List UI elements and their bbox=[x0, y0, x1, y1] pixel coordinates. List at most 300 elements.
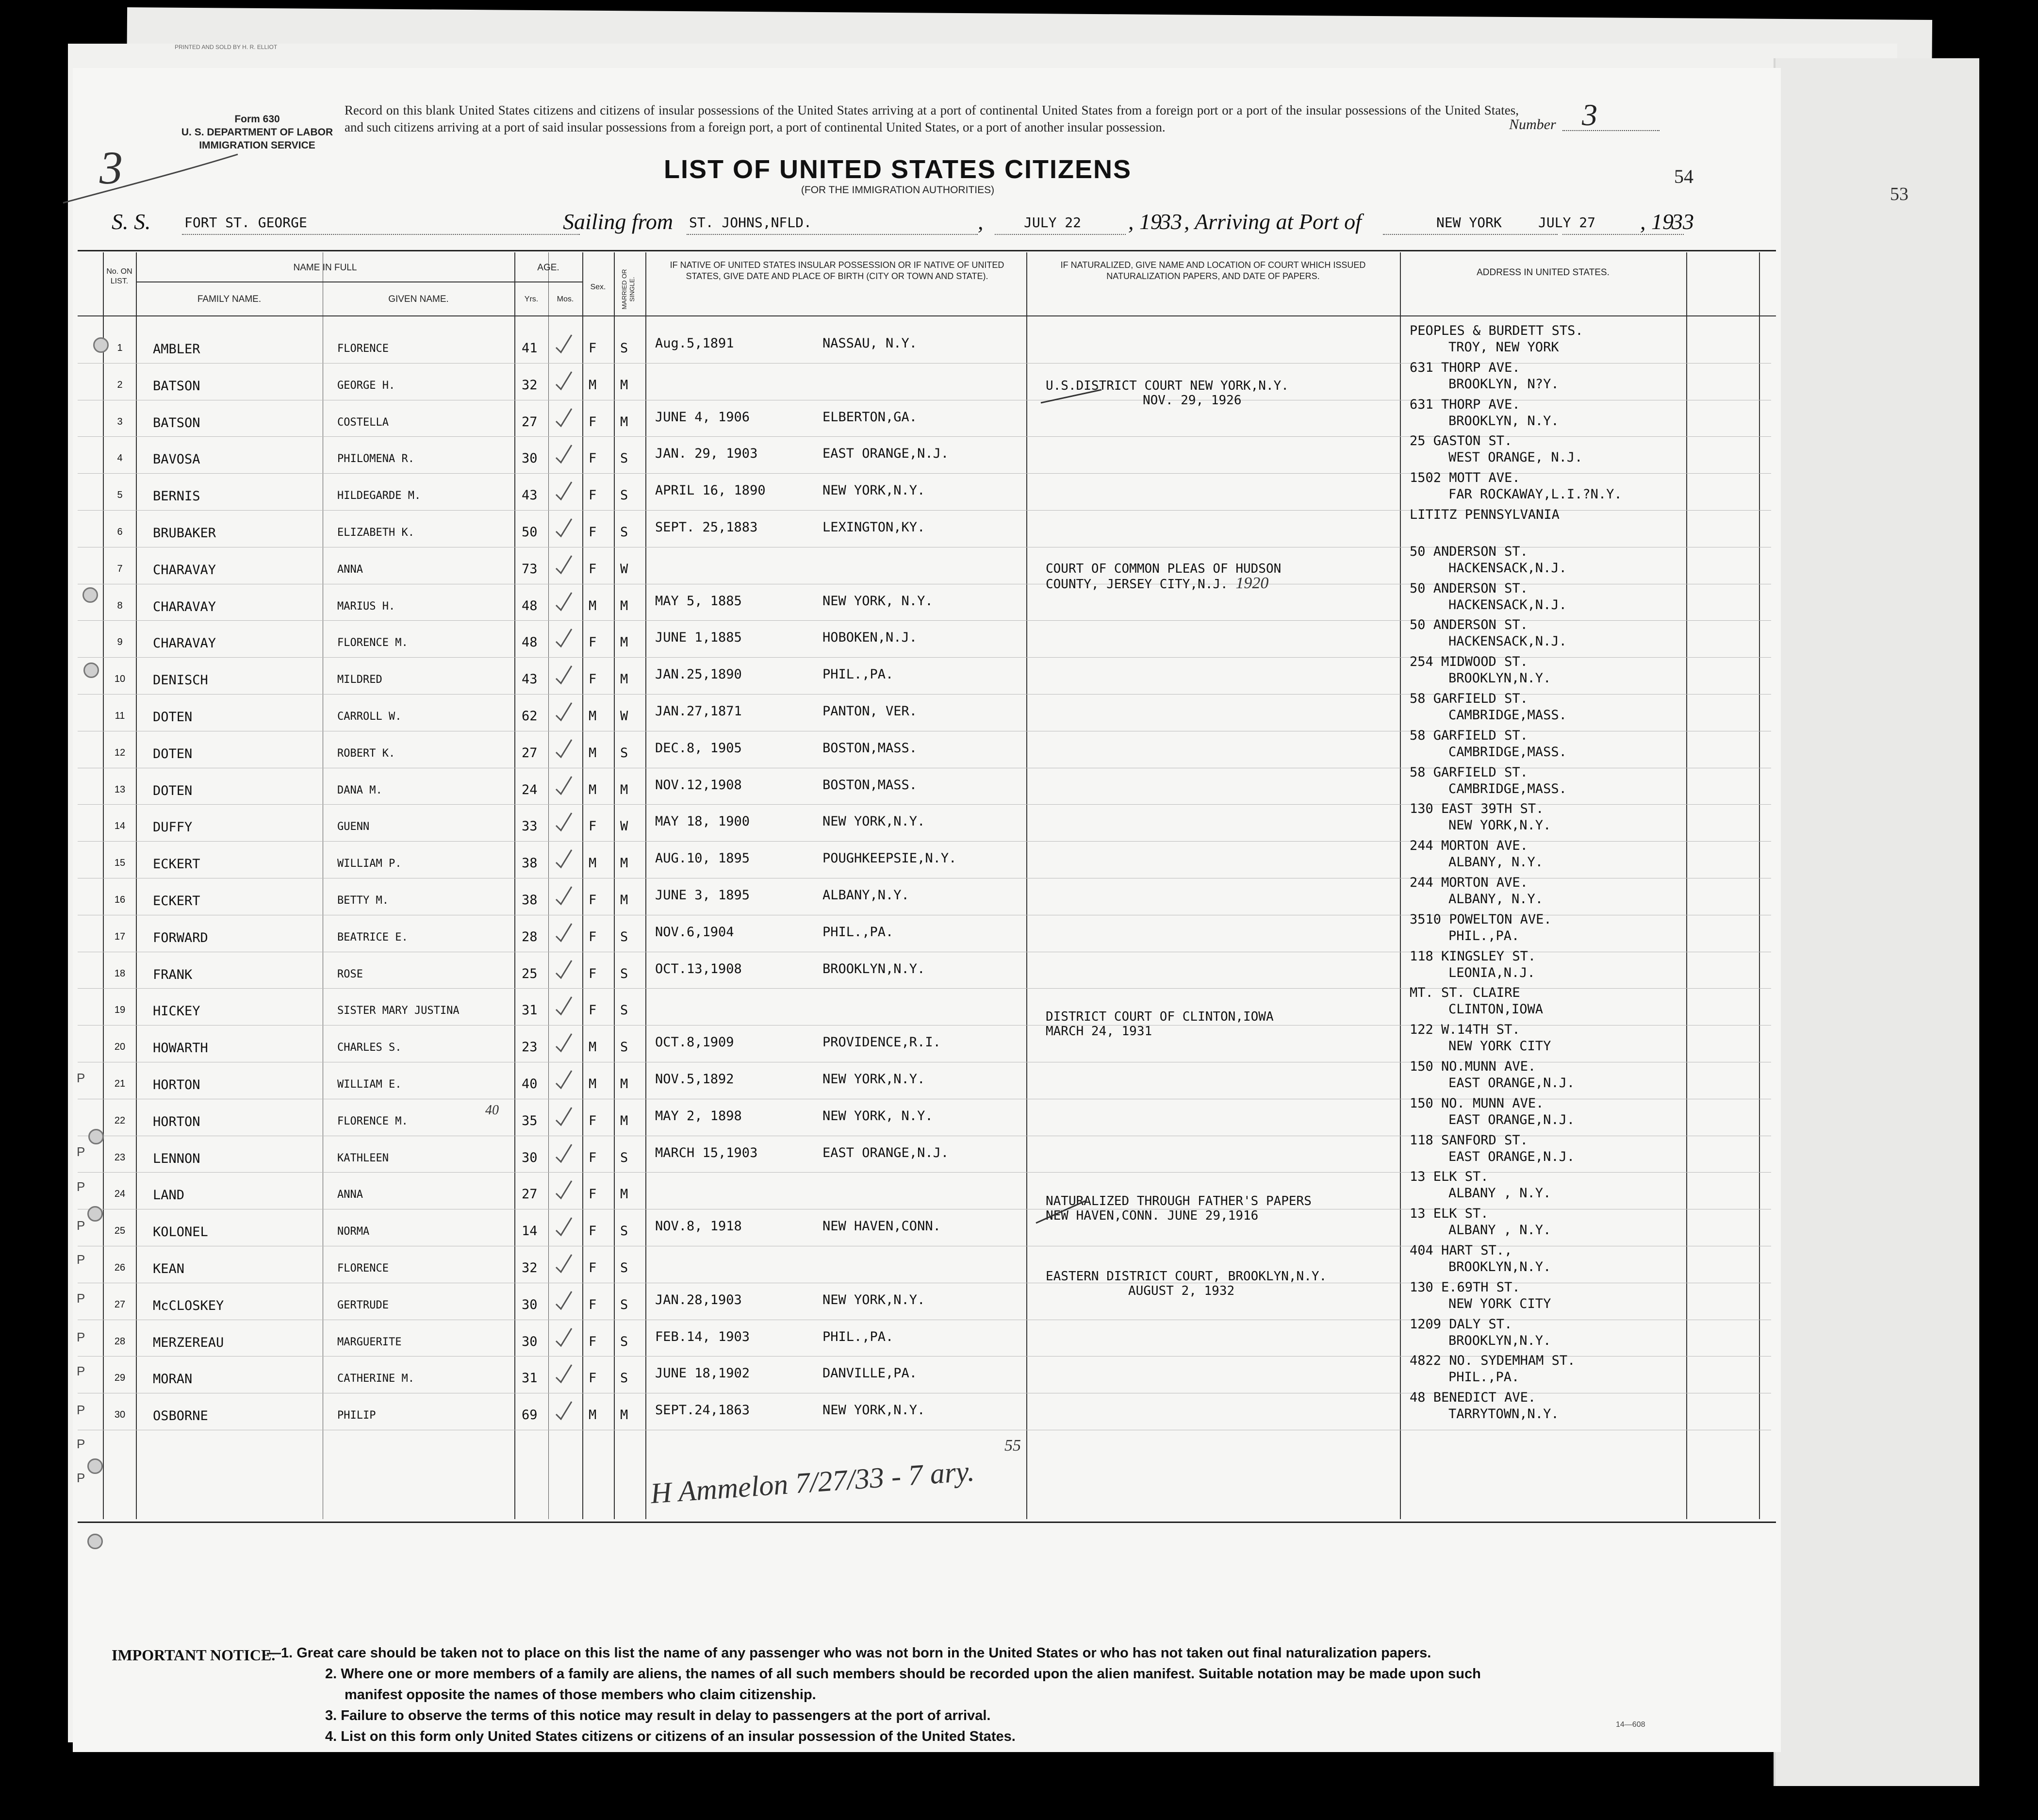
birth-place: PROVIDENCE,R.I. bbox=[822, 1035, 941, 1050]
birth-date: Aug.5,1891 bbox=[655, 336, 734, 351]
check-mark-icon bbox=[554, 738, 574, 759]
address-line2: HACKENSACK,N.J. bbox=[1448, 597, 1567, 612]
birth-date: MAY 5, 1885 bbox=[655, 593, 742, 609]
birth-place: NEW YORK,N.Y. bbox=[822, 1072, 925, 1087]
address-line2: EAST ORANGE,N.J. bbox=[1448, 1149, 1575, 1164]
row-number: 27 bbox=[114, 1299, 126, 1310]
handwritten-55: 55 bbox=[1004, 1437, 1021, 1455]
marital-status: S bbox=[620, 1297, 628, 1312]
notice-item-2b: manifest opposite the names of those members who claim citizenship. bbox=[345, 1687, 816, 1703]
row-number: 26 bbox=[114, 1262, 126, 1273]
address-line1: 4822 NO. SYDEMHAM ST. bbox=[1410, 1353, 1576, 1369]
birth-place: NEW YORK,N.Y. bbox=[822, 1292, 925, 1307]
marital-status: M bbox=[620, 377, 628, 393]
given-name: GEORGE H. bbox=[337, 379, 395, 392]
marital-status: S bbox=[620, 929, 628, 944]
given-name: FLORENCE bbox=[337, 1262, 389, 1274]
marital-status: S bbox=[620, 451, 628, 466]
address-line1: 58 GARFIELD ST. bbox=[1410, 691, 1528, 706]
row-rule bbox=[78, 1172, 1771, 1173]
check-mark-icon bbox=[554, 1253, 574, 1274]
address-line2: CAMBRIDGE,MASS. bbox=[1448, 744, 1567, 760]
header-age: AGE. bbox=[537, 263, 559, 273]
marital-status: M bbox=[620, 1113, 628, 1128]
birth-place: LEXINGTON,KY. bbox=[822, 520, 925, 535]
row-number: 17 bbox=[114, 931, 126, 942]
given-name: CATHERINE M. bbox=[337, 1373, 414, 1385]
ss-label: S. S. bbox=[112, 209, 151, 234]
age-years: 40 bbox=[522, 1076, 538, 1092]
row-number: 28 bbox=[114, 1336, 126, 1347]
birth-place: PHIL.,PA. bbox=[822, 924, 894, 940]
birth-date: APRIL 16, 1890 bbox=[655, 483, 766, 498]
sex: F bbox=[589, 1260, 597, 1275]
sex: F bbox=[589, 966, 597, 981]
given-name: COSTELLA bbox=[337, 416, 389, 429]
form-service: IMMIGRATION SERVICE bbox=[199, 140, 315, 151]
sex: F bbox=[589, 488, 597, 503]
marital-status: M bbox=[620, 635, 628, 650]
sex: F bbox=[589, 1371, 597, 1386]
row-number: 24 bbox=[114, 1189, 126, 1200]
address-line2: CAMBRIDGE,MASS. bbox=[1448, 781, 1567, 796]
marital-status: S bbox=[620, 1003, 628, 1018]
given-name: GUENN bbox=[337, 821, 370, 833]
birth-date: MAY 2, 1898 bbox=[655, 1108, 742, 1124]
sex: F bbox=[589, 561, 597, 577]
row21-mark: 40 bbox=[485, 1103, 499, 1118]
punch-hole bbox=[87, 1206, 103, 1222]
marital-status: S bbox=[620, 966, 628, 981]
check-mark-icon bbox=[554, 995, 574, 1016]
birth-date: JAN.25,1890 bbox=[655, 667, 742, 682]
check-mark-icon bbox=[554, 959, 574, 980]
marital-status: M bbox=[620, 1407, 628, 1423]
address-line2: NEW YORK,N.Y. bbox=[1448, 818, 1551, 833]
margin-letter: P bbox=[77, 1437, 85, 1451]
check-mark-icon bbox=[554, 701, 574, 722]
age-years: 28 bbox=[522, 929, 538, 944]
row-number: 4 bbox=[117, 453, 123, 464]
age-years: 43 bbox=[522, 672, 538, 687]
address-line1: 130 EAST 39TH ST. bbox=[1410, 801, 1544, 817]
sex: F bbox=[589, 414, 597, 430]
arrive-date: JULY 27 bbox=[1538, 215, 1596, 231]
birth-date: OCT.8,1909 bbox=[655, 1035, 734, 1050]
check-mark-icon bbox=[554, 922, 574, 943]
arrival-port: NEW YORK bbox=[1436, 215, 1502, 231]
family-name: ECKERT bbox=[153, 857, 200, 872]
given-name: WILLIAM E. bbox=[337, 1078, 402, 1091]
age-years: 30 bbox=[522, 1334, 538, 1349]
marital-status: M bbox=[620, 856, 628, 871]
header-sex: Sex. bbox=[590, 283, 606, 291]
sex: F bbox=[589, 341, 597, 356]
address-line2: CAMBRIDGE,MASS. bbox=[1448, 708, 1567, 723]
family-name: LAND bbox=[153, 1188, 185, 1203]
arrive-year-prefix: , 19 bbox=[1640, 209, 1674, 234]
age-years: 25 bbox=[522, 966, 538, 981]
marital-status: M bbox=[620, 1076, 628, 1092]
page-number: 54 bbox=[1674, 165, 1693, 187]
address-line1: 631 THORP AVE. bbox=[1410, 397, 1520, 412]
address-line1: 244 MORTON AVE. bbox=[1410, 875, 1528, 890]
check-mark-icon bbox=[554, 775, 574, 796]
given-name: PHILIP bbox=[337, 1409, 376, 1422]
row-number: 12 bbox=[114, 747, 126, 758]
address-line2: BROOKLYN, N?Y. bbox=[1448, 376, 1559, 392]
court-5-line1: EASTERN DISTRICT COURT, BROOKLYN,N.Y. bbox=[1046, 1269, 1327, 1284]
court-3-line1: DISTRICT COURT OF CLINTON,IOWA bbox=[1046, 1009, 1274, 1024]
marital-status: S bbox=[620, 1224, 628, 1239]
margin-letter: P bbox=[77, 1471, 85, 1485]
row-number: 19 bbox=[114, 1005, 126, 1016]
court-1-line2: NOV. 29, 1926 bbox=[1143, 393, 1242, 408]
sex: F bbox=[589, 929, 597, 944]
given-name: HILDEGARDE M. bbox=[337, 490, 421, 502]
birth-date: AUG.10, 1895 bbox=[655, 851, 750, 866]
age-years: 30 bbox=[522, 451, 538, 466]
age-years: 14 bbox=[522, 1224, 538, 1239]
address-line1: 404 HART ST., bbox=[1410, 1243, 1512, 1258]
given-name: ANNA bbox=[337, 1189, 363, 1201]
row-number: 5 bbox=[117, 490, 123, 501]
check-mark-icon bbox=[554, 407, 574, 428]
birth-place: BOSTON,MASS. bbox=[822, 777, 918, 793]
margin-letter: P bbox=[77, 1179, 85, 1194]
check-mark-icon bbox=[554, 848, 574, 869]
marital-status: M bbox=[620, 598, 628, 613]
family-name: HORTON bbox=[153, 1077, 200, 1092]
header-name-in-full: NAME IN FULL bbox=[293, 263, 357, 273]
check-mark-icon bbox=[554, 480, 574, 501]
marital-status: S bbox=[620, 488, 628, 503]
age-years: 23 bbox=[522, 1040, 538, 1055]
row-number: 14 bbox=[114, 821, 126, 832]
address-line1: 118 SANFORD ST. bbox=[1410, 1132, 1528, 1148]
age-years: 33 bbox=[522, 819, 538, 834]
age-years: 27 bbox=[522, 414, 538, 430]
birth-place: EAST ORANGE,N.J. bbox=[822, 1145, 949, 1160]
check-mark-icon bbox=[554, 1142, 574, 1164]
family-name: CHARAVAY bbox=[153, 636, 216, 651]
address-line1: 1502 MOTT AVE. bbox=[1410, 470, 1520, 486]
row-number: 1 bbox=[117, 343, 123, 353]
handwritten-number: 3 bbox=[99, 142, 123, 194]
punch-hole bbox=[93, 337, 109, 353]
address-line2: NEW YORK CITY bbox=[1448, 1039, 1551, 1054]
header-birth: IF NATIVE OF UNITED STATES INSULAR POSSESSION OR IF NATIVE OF UNITED STATES, GIVE DATE AND PLACE OF BIRTH (CITY OR TOWN AND STATE). bbox=[670, 260, 1004, 281]
address-line2: EAST ORANGE,N.J. bbox=[1448, 1112, 1575, 1127]
sex: F bbox=[589, 1003, 597, 1018]
address-line2: BROOKLYN,N.Y. bbox=[1448, 1259, 1551, 1274]
given-name: NORMA bbox=[337, 1225, 370, 1238]
address-line1: 150 NO.MUNN AVE. bbox=[1410, 1059, 1536, 1074]
address-line1: 130 E.69TH ST. bbox=[1410, 1279, 1520, 1295]
ship-name: FORT ST. GEORGE bbox=[184, 215, 307, 231]
form-header bbox=[146, 113, 369, 152]
row-number: 25 bbox=[114, 1225, 126, 1237]
sex: M bbox=[589, 709, 597, 724]
given-name: KATHLEEN bbox=[337, 1152, 389, 1164]
check-mark-icon bbox=[554, 1216, 574, 1237]
notice-item-4: 4. List on this form only United States citizens or citizens of an insular possession of the United States. bbox=[325, 1729, 1016, 1744]
number-label: Number bbox=[1509, 116, 1556, 132]
sailing-label: Sailing from bbox=[563, 209, 674, 234]
birth-date: JAN. 29, 1903 bbox=[655, 446, 758, 462]
family-name: FRANK bbox=[153, 967, 193, 982]
depart-year-prefix: , 19 bbox=[1128, 209, 1162, 234]
age-years: 48 bbox=[522, 598, 538, 613]
birth-place: ALBANY,N.Y. bbox=[822, 888, 909, 903]
inspector-signature: H Ammelon 7/27/33 - 7 ary. bbox=[649, 1455, 976, 1510]
age-years: 38 bbox=[522, 893, 538, 908]
given-name: MARGUERITE bbox=[337, 1336, 402, 1348]
address-line1: 58 GARFIELD ST. bbox=[1410, 764, 1528, 780]
address-line1: 50 ANDERSON ST. bbox=[1410, 544, 1528, 559]
given-name: MARIUS H. bbox=[337, 600, 395, 612]
row-number: 11 bbox=[115, 711, 125, 721]
age-years: 50 bbox=[522, 525, 538, 540]
court-5-line2: AUGUST 2, 1932 bbox=[1128, 1284, 1235, 1298]
sex: M bbox=[589, 1040, 597, 1055]
address-line2: HACKENSACK,N.J. bbox=[1448, 634, 1567, 649]
row-number: 20 bbox=[114, 1042, 126, 1053]
address-line1: 1209 DALY ST. bbox=[1410, 1316, 1512, 1332]
margin-letter: P bbox=[77, 1364, 85, 1378]
address-line2: ALBANY , N.Y. bbox=[1448, 1186, 1551, 1201]
depart-year: 33 bbox=[1160, 209, 1182, 234]
family-name: BRUBAKER bbox=[153, 526, 216, 541]
address-line2: LEONIA,N.J. bbox=[1448, 965, 1535, 980]
check-mark-icon bbox=[554, 885, 574, 906]
adjacent-page bbox=[1774, 58, 1979, 1786]
court-4-line2: NEW HAVEN,CONN. JUNE 29,1916 bbox=[1046, 1208, 1259, 1223]
age-years: 41 bbox=[522, 341, 538, 356]
marital-status: W bbox=[620, 561, 628, 577]
address-line2: HACKENSACK,N.J. bbox=[1448, 560, 1567, 576]
age-years: 27 bbox=[522, 745, 538, 761]
sex: F bbox=[589, 1187, 597, 1202]
address-line1: 118 KINGSLEY ST. bbox=[1410, 948, 1536, 964]
address-line1: 122 W.14TH ST. bbox=[1410, 1022, 1520, 1038]
check-mark-icon bbox=[554, 554, 574, 575]
check-mark-icon bbox=[554, 370, 574, 391]
marital-status: W bbox=[620, 709, 628, 724]
check-mark-icon bbox=[554, 1069, 574, 1090]
family-name: DUFFY bbox=[153, 820, 193, 835]
given-name: FLORENCE M. bbox=[337, 1115, 408, 1127]
address-line2: TROY, NEW YORK bbox=[1448, 340, 1559, 355]
notice-item-2: 2. Where one or more members of a family are aliens, the names of all such members should be recorded upon the alien manifest. Suitable notation may be made upon such bbox=[325, 1666, 1481, 1682]
given-name: CARROLL W. bbox=[337, 711, 402, 723]
check-mark-icon bbox=[554, 1179, 574, 1200]
marital-status: S bbox=[620, 1260, 628, 1275]
punch-hole bbox=[88, 1129, 104, 1144]
birth-place: ELBERTON,GA. bbox=[822, 409, 918, 425]
address-line1: 50 ANDERSON ST. bbox=[1410, 617, 1528, 633]
check-mark-icon bbox=[554, 811, 574, 832]
age-years: 31 bbox=[522, 1003, 538, 1018]
header-yrs: Yrs. bbox=[524, 295, 539, 303]
punch-hole bbox=[82, 587, 98, 603]
birth-date: JUNE 18,1902 bbox=[655, 1366, 750, 1381]
margin-letter: P bbox=[77, 1330, 85, 1344]
header-given-name: GIVEN NAME. bbox=[388, 294, 449, 304]
table-bottom-rule bbox=[78, 1522, 1776, 1523]
age-years: 48 bbox=[522, 635, 538, 650]
sex: F bbox=[589, 1224, 597, 1239]
birth-date: MARCH 15,1903 bbox=[655, 1145, 758, 1160]
birth-date: SEPT. 25,1883 bbox=[655, 520, 758, 535]
row-number: 9 bbox=[117, 637, 123, 648]
punch-hole bbox=[83, 662, 99, 678]
family-name: KOLONEL bbox=[153, 1224, 208, 1240]
check-mark-icon bbox=[554, 627, 574, 648]
row-number: 21 bbox=[114, 1078, 126, 1089]
birth-date: NOV.6,1904 bbox=[655, 924, 734, 940]
birth-place: PHIL.,PA. bbox=[822, 667, 894, 682]
check-mark-icon bbox=[554, 1290, 574, 1311]
birth-place: NEW YORK, N.Y. bbox=[822, 593, 933, 609]
check-mark-icon bbox=[554, 333, 574, 354]
sex: M bbox=[589, 377, 597, 393]
sex: F bbox=[589, 1297, 597, 1312]
birth-place: BROOKLYN,N.Y. bbox=[822, 961, 925, 976]
check-mark-icon bbox=[554, 1363, 574, 1384]
family-name: MERZEREAU bbox=[153, 1335, 224, 1350]
margin-letter: P bbox=[77, 1144, 85, 1159]
header-naturalized: IF NATURALIZED, GIVE NAME AND LOCATION OF COURT WHICH ISSUED NATURALIZATION PAPERS, AND DATE OF PAPERS. bbox=[1060, 260, 1366, 281]
court-4-line1: NATURALIZED THROUGH FATHER'S PAPERS bbox=[1046, 1194, 1312, 1208]
marital-status: M bbox=[620, 782, 628, 797]
given-name: DANA M. bbox=[337, 784, 382, 796]
row-number: 2 bbox=[117, 379, 123, 390]
sex: M bbox=[589, 1407, 597, 1423]
address-line2: NEW YORK CITY bbox=[1448, 1296, 1551, 1311]
sex: F bbox=[589, 1334, 597, 1349]
depart-date: JULY 22 bbox=[1024, 215, 1082, 231]
birth-date: JUNE 4, 1906 bbox=[655, 409, 750, 425]
address-line1: LITITZ PENNSYLVANIA bbox=[1410, 507, 1560, 522]
age-years: 62 bbox=[522, 709, 538, 724]
address-line1: 13 ELK ST. bbox=[1410, 1169, 1489, 1185]
margin-letter: P bbox=[77, 1218, 85, 1233]
family-name: HICKEY bbox=[153, 1004, 200, 1019]
given-name: ROSE bbox=[337, 968, 363, 980]
address-line2: ALBANY, N.Y. bbox=[1448, 892, 1544, 907]
address-line2: PHIL.,PA. bbox=[1448, 1370, 1520, 1385]
court-3-line2: MARCH 24, 1931 bbox=[1046, 1024, 1152, 1039]
court-4-strike bbox=[1034, 1196, 1092, 1225]
sex: F bbox=[589, 1113, 597, 1128]
marital-status: S bbox=[620, 525, 628, 540]
court-2 bbox=[1046, 562, 1281, 592]
printer-line: PRINTED AND SOLD BY H. R. ELLIOT bbox=[175, 44, 278, 50]
voyage-line: S. S. FORT ST. GEORGE Sailing from ST. JOHNS,NFLD. , JULY 22 , 19 33 , Arriving at Port of NEW YORK JULY 27 , 19 33 bbox=[112, 209, 1694, 234]
birth-place: NEW YORK, N.Y. bbox=[822, 1108, 933, 1124]
marital-status: S bbox=[620, 1150, 628, 1165]
birth-date: NOV.12,1908 bbox=[655, 777, 742, 793]
header-no: No. ON LIST. bbox=[106, 267, 132, 285]
marital-status: S bbox=[620, 1371, 628, 1386]
age-years: 69 bbox=[522, 1407, 538, 1423]
family-name: BATSON bbox=[153, 378, 200, 394]
family-name: DOTEN bbox=[153, 710, 193, 725]
instructions: Record on this blank United States citizens and citizens of insular possessions of the United States arriving at a port of continental United States from a foreign port or a port of the insular possessions of the United States, and such citizens arriving at a port of said insular possessions from a foreign port, a port of continental United States, or a port of another insular possession. bbox=[345, 103, 1519, 134]
address-line2: PHIL.,PA. bbox=[1448, 928, 1520, 943]
court-1-line1: U.S.DISTRICT COURT NEW YORK,N.Y. bbox=[1046, 379, 1289, 393]
age-years: 43 bbox=[522, 488, 538, 503]
header-family-name: FAMILY NAME. bbox=[197, 294, 262, 304]
marital-status: M bbox=[620, 672, 628, 687]
age-years: 27 bbox=[522, 1187, 538, 1202]
marital-status: M bbox=[620, 893, 628, 908]
address-line1: 13 ELK ST. bbox=[1410, 1206, 1489, 1222]
notice-title: IMPORTANT NOTICE. bbox=[112, 1646, 276, 1664]
manifest-page bbox=[73, 68, 1781, 1752]
address-line1: 244 MORTON AVE. bbox=[1410, 838, 1528, 854]
sex: F bbox=[589, 819, 597, 834]
address-line1: 631 THORP AVE. bbox=[1410, 360, 1520, 375]
page-subtitle: (FOR THE IMMIGRATION AUTHORITIES) bbox=[801, 184, 995, 196]
number-line bbox=[1562, 130, 1660, 131]
address-line1: PEOPLES & BURDETT STS. bbox=[1410, 323, 1583, 338]
family-name: BERNIS bbox=[153, 489, 200, 504]
birth-place: PANTON, VER. bbox=[822, 704, 918, 719]
birth-date: OCT.13,1908 bbox=[655, 961, 742, 976]
family-name: CHARAVAY bbox=[153, 599, 216, 614]
table-top-rule bbox=[78, 250, 1776, 251]
court-3 bbox=[1046, 1009, 1274, 1039]
given-name: BEATRICE E. bbox=[337, 931, 408, 943]
header-married: MARRIED OR SINGLE. bbox=[621, 269, 636, 310]
birth-place: BOSTON,MASS. bbox=[822, 740, 918, 756]
footer-code: 14—608 bbox=[1616, 1721, 1645, 1729]
check-mark-icon bbox=[554, 664, 574, 685]
form-dept: U. S. DEPARTMENT OF LABOR bbox=[181, 127, 333, 138]
row-number: 6 bbox=[117, 527, 123, 537]
arriving-label: , Arriving at Port of bbox=[1184, 209, 1362, 234]
court-2-line2 bbox=[1046, 576, 1281, 592]
sex: F bbox=[589, 893, 597, 908]
given-name: PHILOMENA R. bbox=[337, 453, 414, 465]
list-number: 3 bbox=[1582, 98, 1597, 132]
row-number: 8 bbox=[117, 600, 123, 611]
given-name: SISTER MARY JUSTINA bbox=[337, 1005, 460, 1017]
birth-date: NOV.8, 1918 bbox=[655, 1219, 742, 1234]
birth-date: NOV.5,1892 bbox=[655, 1072, 734, 1087]
age-years: 32 bbox=[522, 377, 538, 393]
age-years: 30 bbox=[522, 1150, 538, 1165]
marital-status: S bbox=[620, 341, 628, 356]
birth-date: SEPT.24,1863 bbox=[655, 1403, 750, 1418]
address-line2: ALBANY , N.Y. bbox=[1448, 1223, 1551, 1238]
birth-date: JAN.27,1871 bbox=[655, 704, 742, 719]
court-1-strike bbox=[1038, 386, 1106, 405]
given-name: WILLIAM P. bbox=[337, 858, 402, 870]
birth-place: DANVILLE,PA. bbox=[822, 1366, 918, 1381]
court-2-line1: COURT OF COMMON PLEAS OF HUDSON bbox=[1046, 562, 1282, 576]
birth-date: FEB.14, 1903 bbox=[655, 1329, 750, 1344]
birth-date: JAN.28,1903 bbox=[655, 1292, 742, 1307]
address-line1: 50 ANDERSON ST. bbox=[1410, 580, 1528, 596]
marital-status: M bbox=[620, 414, 628, 430]
court-2-hand-year: 1920 bbox=[1235, 574, 1269, 592]
age-years: 24 bbox=[522, 782, 538, 797]
age-years: 31 bbox=[522, 1371, 538, 1386]
sex: M bbox=[589, 1076, 597, 1092]
